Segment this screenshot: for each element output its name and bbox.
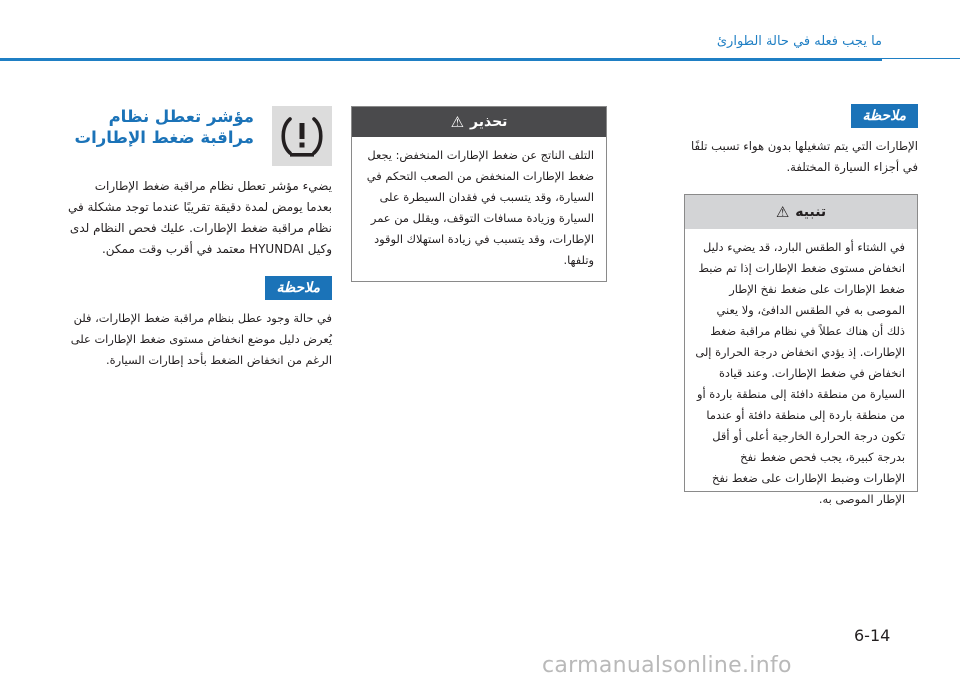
caution-header	[685, 195, 917, 229]
right-column	[684, 104, 918, 506]
note-label: ملاحظة	[265, 276, 333, 300]
caution-text: في الشتاء أو الطقس البارد، قد يضيء دليل انخفاض مستوى ضغط الإطارات إذا تم ضبط ضغط الإطارات على ضغط نفخ الإطار الموصى به في الطقس الدافئ، ولا يعني ذلك أن هناك عطلاً في نظام مراقبة ضغط الإطارات. إذ يؤدي انخفاض درجة الحرارة إلى انخفاض في ضغط الإطارات. وعند قيادة السيارة من منطقة دافئة إلى منطقة باردة أو من منطقة باردة إلى منطقة دافئة أو عندما تكون درجة الحرارة الخارجية أعلى أو أقل بدرجة كبيرة، يجب فحص ضغط نفخ الإطارات وضبط الإطارات على ضغط نفخ الإطار الموصى به.	[695, 240, 905, 506]
warning-label: تحذير	[470, 114, 508, 130]
tpms-warning-icon	[272, 106, 332, 166]
watermark: carmanualsonline.info	[542, 653, 792, 678]
warning-box	[351, 106, 607, 282]
note-label: ملاحظة	[851, 104, 919, 128]
header-rule	[0, 58, 882, 61]
warning-triangle-icon: ⚠	[775, 202, 790, 221]
left-note	[66, 272, 332, 371]
tpms-title: مؤشر تعطل نظام مراقبة ضغط الإطارات	[74, 107, 254, 147]
section-header: ما يجب فعله في حالة الطوارئ	[716, 34, 882, 49]
note-text: الإطارات التي يتم تشغيلها بدون هواء تسبب تلفًا في أجزاء السيارة المختلفة.	[691, 139, 918, 174]
caution-box	[684, 194, 918, 506]
warning-text: التلف الناتج عن ضغط الإطارات المنخفض: يجعل ضغط الإطارات المنخفض من الصعب التحكم في السيارة، وقد يتسبب في فقدان السيطرة على السيارة وزيادة مسافات التوقف، ويقلل من عمر الإطارات، وقد يتسبب في زيادة استهلاك الوقود وتلفها.	[366, 148, 594, 267]
warning-triangle-icon: ⚠	[450, 112, 465, 131]
warning-header	[352, 107, 606, 137]
tpms-description: يضيء مؤشر تعطل نظام مراقبة ضغط الإطارات بعدما يومض لمدة دقيقة تقريبًا عندما توجد مشكلة في نظام مراقبة ضغط الإطارات. عليك فحص النظام لدى وكيل HYUNDAI معتمد في أقرب وقت ممكن.	[67, 179, 332, 256]
middle-column	[351, 106, 607, 282]
header-rule-thin	[882, 58, 960, 59]
left-column	[66, 106, 332, 371]
caution-label: تنبيه	[795, 204, 827, 220]
note-text: في حالة وجود عطل بنظام مراقبة ضغط الإطارات، فلن يُعرض دليل موضع انخفاض مستوى ضغط الإطارات على الرغم من انخفاض الضغط بأحد إطارات السيارة.	[70, 311, 332, 367]
page-number: 6-14	[854, 626, 891, 645]
tpms-title-row	[66, 106, 332, 172]
